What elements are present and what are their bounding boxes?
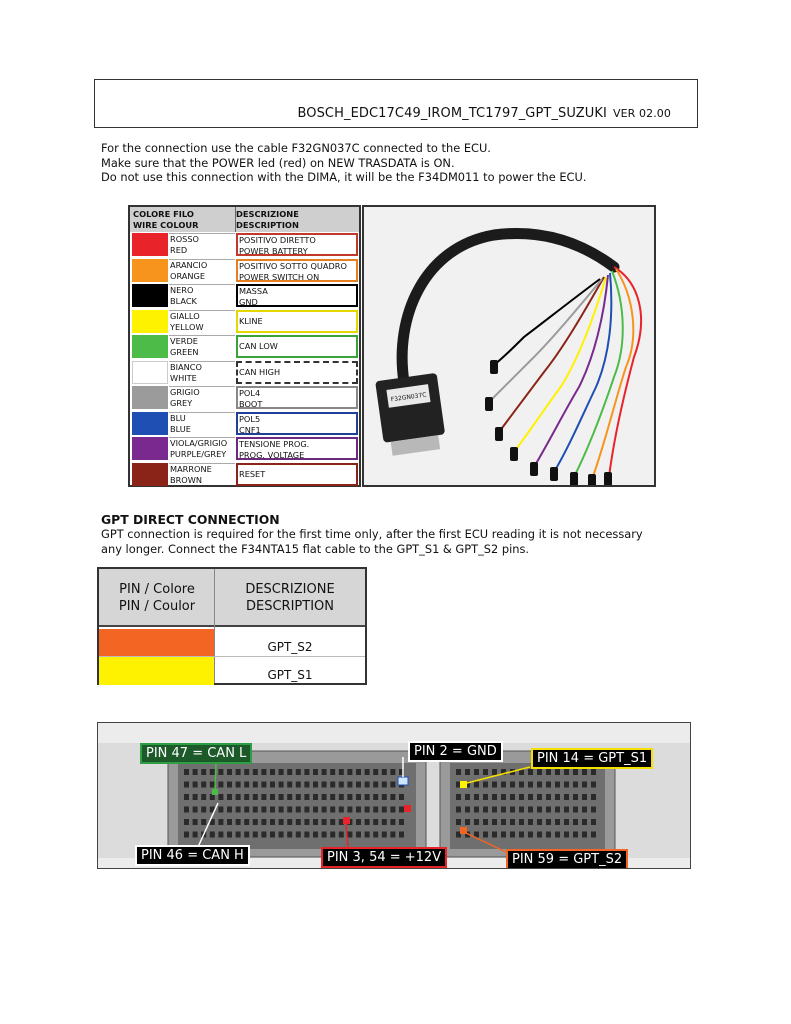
name-it: NERO — [170, 285, 194, 295]
name-it: ARANCIO — [170, 259, 208, 270]
name-it: BIANCO — [170, 361, 202, 372]
pin-description: GPT_S2 — [267, 640, 313, 654]
wire-description — [236, 412, 358, 435]
intro-text — [101, 141, 586, 185]
name-en: GREEN — [170, 347, 199, 357]
colour-swatch — [132, 386, 168, 409]
name-en: WHITE — [170, 372, 197, 383]
wire-colour-name — [169, 335, 235, 358]
colour-swatch — [132, 284, 168, 307]
gpt-pin-table — [97, 567, 367, 685]
wire-colour-name — [169, 310, 235, 333]
header-line: COLORE FILO — [133, 209, 194, 219]
intro-line: Do not use this connection with the DIMA, it will be the F34DM011 to power the ECU. — [101, 170, 587, 185]
table-row — [130, 232, 359, 258]
table-row — [130, 258, 359, 284]
desc-it: TENSIONE PROG. — [239, 439, 310, 449]
colour-swatch — [132, 437, 168, 460]
name-en: BROWN — [170, 474, 202, 485]
ecu-pinout-diagram — [97, 722, 691, 869]
title-text: BOSCH_EDC17C49_IROM_TC1797_GPT_SUZUKI — [297, 106, 607, 121]
desc-it: POL5 — [239, 413, 261, 424]
name-it: GRIGIO — [170, 387, 200, 397]
wire-description — [236, 284, 358, 307]
document-title — [297, 106, 671, 121]
desc-it: CAN LOW — [239, 341, 278, 351]
pin-description: GPT_S1 — [267, 668, 313, 682]
name-en: PURPLE/GREY — [170, 449, 227, 459]
callout-can-h: PIN 46 = CAN H — [135, 845, 250, 866]
wire-colour-name — [169, 259, 235, 282]
wire-description — [236, 463, 358, 486]
wire-description — [236, 361, 358, 384]
header-line: DESCRIZIONE — [245, 582, 335, 597]
intro-line: For the connection use the cable F32GN037C connected to the ECU. — [101, 141, 491, 155]
desc-en: POWER BATTERY — [239, 246, 308, 256]
colour-swatch — [132, 463, 168, 486]
table-row — [130, 283, 359, 309]
header-wire-colour — [133, 209, 199, 231]
desc-it: RESET — [239, 468, 266, 479]
wire-colour-table — [128, 205, 361, 487]
header-description — [215, 581, 365, 615]
header-line: DESCRIZIONE — [236, 209, 299, 219]
desc-it: POSITIVO DIRETTO — [239, 235, 316, 245]
name-en: GREY — [170, 398, 193, 408]
table-row — [130, 462, 359, 488]
cable-illustration — [364, 207, 656, 487]
header-line: PIN / Colore — [119, 582, 195, 597]
version-label: VER 02.00 — [612, 107, 671, 120]
table-row — [130, 360, 359, 386]
body-line: GPT connection is required for the first time only, after the first ECU reading it is not necessary — [101, 527, 643, 541]
desc-it: POSITIVO SOTTO QUADRO — [239, 260, 347, 271]
callout-gnd: PIN 2 = GND — [408, 741, 503, 762]
table-row — [130, 309, 359, 335]
header-line: WIRE COLOUR — [133, 220, 199, 230]
callout-gpt-s1: PIN 14 = GPT_S1 — [531, 748, 653, 769]
table-row — [130, 436, 359, 462]
header-line: DESCRIPTION — [246, 599, 334, 614]
name-it: ROSSO — [170, 234, 199, 244]
wire-colour-name — [169, 386, 235, 409]
name-en: RED — [170, 245, 188, 255]
table-row — [130, 411, 359, 437]
name-en: BLACK — [170, 296, 197, 306]
wire-description — [236, 259, 358, 282]
document-title-box — [94, 79, 698, 128]
table-row — [99, 656, 365, 684]
wire-colour-name — [169, 284, 235, 307]
desc-en: POWER SWITCH ON — [239, 271, 320, 282]
desc-en: BOOT — [239, 399, 263, 409]
name-it: BLU — [170, 412, 186, 423]
name-en: BLUE — [170, 423, 191, 434]
wire-description — [236, 386, 358, 409]
cable-photo — [362, 205, 656, 487]
desc-en: GND — [239, 297, 258, 307]
table-row — [99, 629, 365, 657]
colour-swatch — [99, 629, 214, 657]
name-it: MARRONE — [170, 463, 212, 474]
wire-colour-name — [169, 412, 235, 435]
connector-label: F32GN037C — [390, 391, 427, 404]
desc-it: POL4 — [239, 388, 261, 398]
colour-swatch — [132, 259, 168, 282]
table-row — [130, 334, 359, 360]
header-pin-colour — [99, 581, 215, 615]
colour-swatch — [132, 335, 168, 358]
colour-swatch — [99, 657, 214, 685]
table-header — [130, 207, 359, 232]
wire-colour-name — [169, 463, 235, 486]
header-line: PIN / Coulor — [118, 599, 196, 614]
wire-description — [236, 233, 358, 256]
wire-colour-name — [169, 233, 235, 256]
wire-colour-name — [169, 437, 235, 460]
desc-it: MASSA — [239, 286, 268, 296]
desc-it: KLINE — [239, 315, 263, 326]
desc-en: CNF1 — [239, 424, 261, 435]
callout-12v: PIN 3, 54 = +12V — [321, 847, 447, 868]
wire-colour-name — [169, 361, 235, 384]
table-row — [130, 385, 359, 411]
callout-gpt-s2: PIN 59 = GPT_S2 — [506, 849, 628, 869]
name-it: VERDE — [170, 336, 198, 346]
intro-line: Make sure that the POWER led (red) on NEW TRASDATA is ON. — [101, 155, 455, 170]
section-body — [101, 527, 643, 556]
callout-can-l: PIN 47 = CAN L — [140, 743, 252, 764]
body-line: any longer. Connect the F34NTA15 flat cable to the GPT_S1 & GPT_S2 pins. — [101, 541, 530, 556]
desc-it: CAN HIGH — [239, 366, 281, 377]
header-line: DESCRIPTION — [236, 220, 299, 230]
colour-swatch — [132, 310, 168, 333]
section-title: GPT DIRECT CONNECTION — [101, 512, 280, 527]
wire-description — [236, 335, 358, 358]
colour-swatch — [132, 233, 168, 256]
wire-description — [236, 437, 358, 460]
header-description — [236, 209, 299, 231]
name-it: GIALLO — [170, 310, 200, 321]
name-it: VIOLA/GRIGIO — [170, 438, 228, 448]
desc-en: PROG. VOLTAGE — [239, 450, 305, 460]
table-header — [99, 569, 365, 627]
name-en: YELLOW — [170, 321, 204, 332]
wire-description — [236, 310, 358, 333]
colour-swatch — [132, 361, 168, 384]
colour-swatch — [132, 412, 168, 435]
name-en: ORANGE — [170, 270, 206, 281]
